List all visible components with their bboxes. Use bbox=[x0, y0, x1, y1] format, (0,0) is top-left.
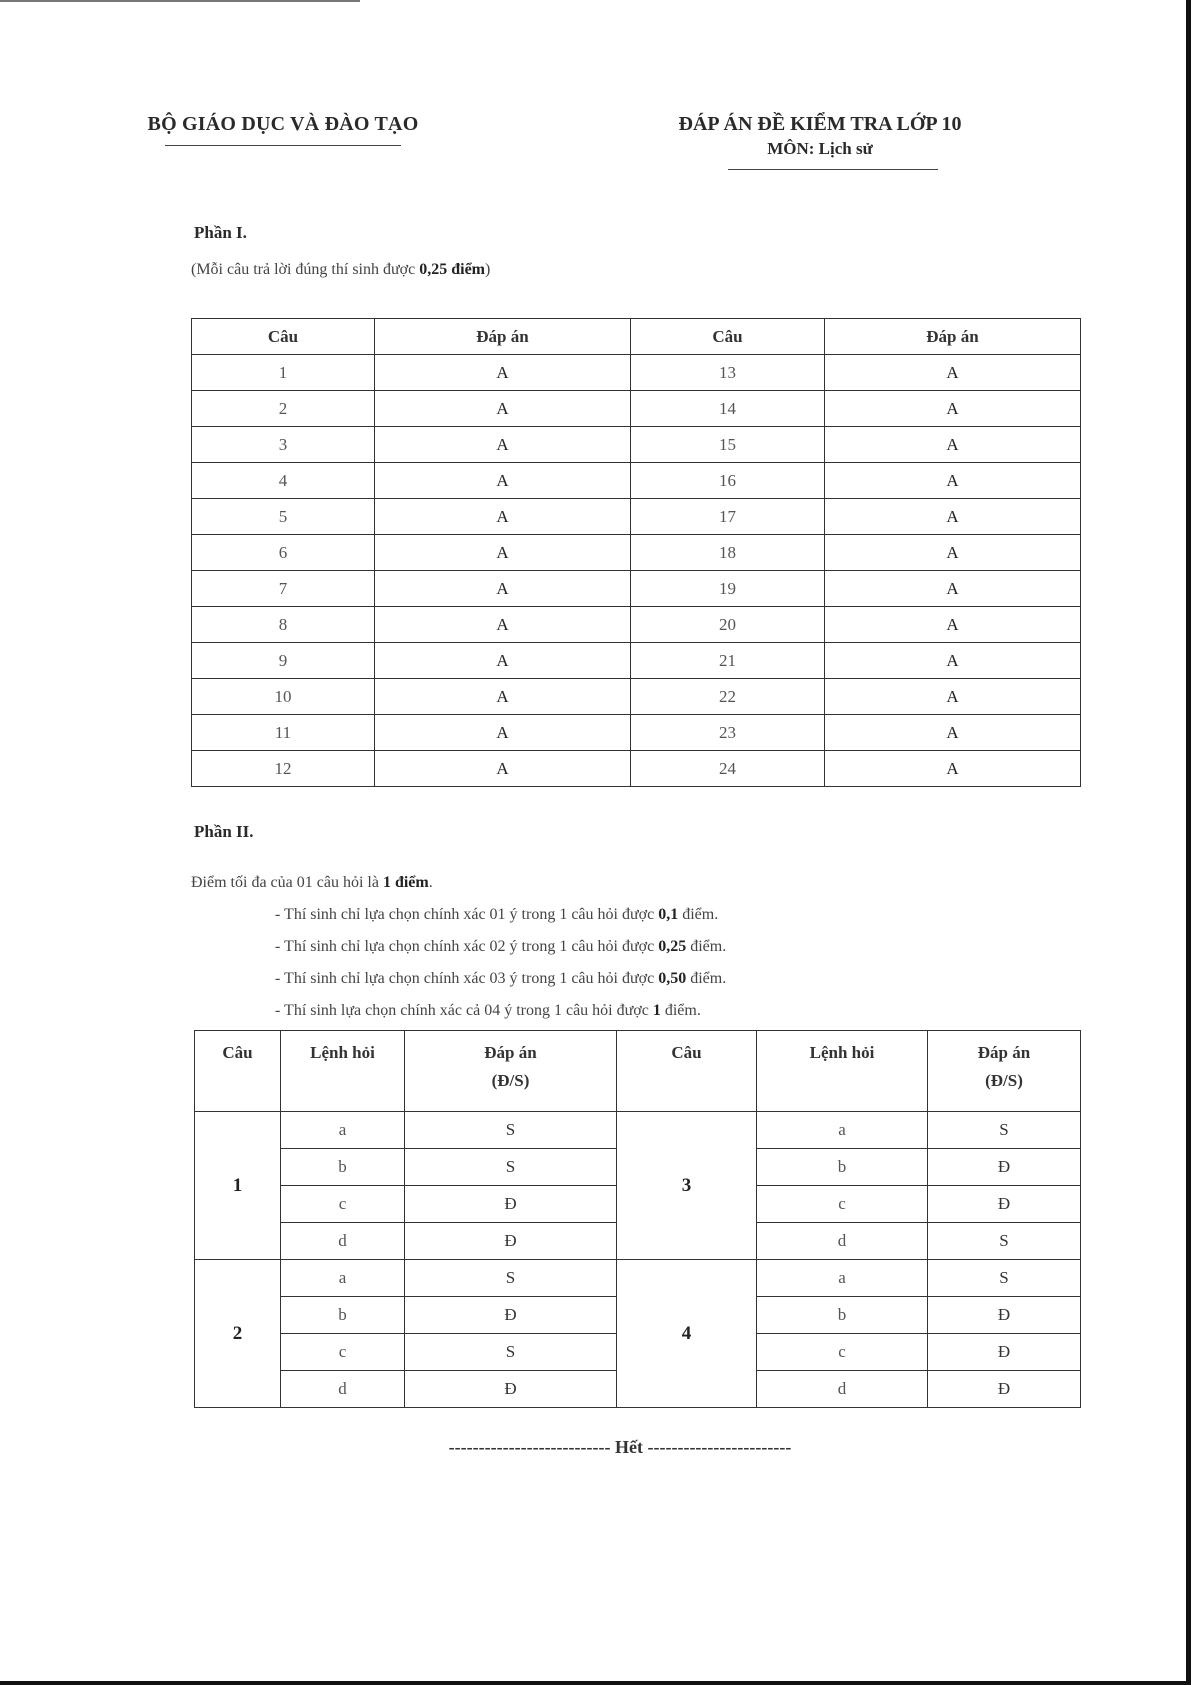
true-false-answer: Đ bbox=[928, 1186, 1081, 1223]
answer-cell: A bbox=[375, 463, 631, 499]
question-number: 4 bbox=[617, 1260, 757, 1408]
scoring-rule-unit: điểm. bbox=[678, 906, 719, 923]
statement-letter: c bbox=[757, 1186, 928, 1223]
header-cau: Câu bbox=[195, 1031, 281, 1112]
answer-cell: A bbox=[825, 391, 1081, 427]
question-number: 13 bbox=[631, 355, 825, 391]
header-dap-an: Đáp án bbox=[375, 319, 631, 355]
answer-cell: A bbox=[825, 535, 1081, 571]
question-number: 1 bbox=[192, 355, 375, 391]
table-row bbox=[192, 391, 1081, 427]
answer-cell: A bbox=[375, 535, 631, 571]
question-number: 11 bbox=[192, 715, 375, 751]
answer-cell: A bbox=[825, 715, 1081, 751]
statement-letter: c bbox=[281, 1186, 405, 1223]
question-number: 18 bbox=[631, 535, 825, 571]
subject-line: MÔN: Lịch sử bbox=[767, 139, 873, 158]
statement-letter: d bbox=[281, 1371, 405, 1408]
statement-letter: a bbox=[281, 1112, 405, 1149]
question-number: 19 bbox=[631, 571, 825, 607]
question-number: 15 bbox=[631, 427, 825, 463]
part2-title: Phần II. bbox=[194, 822, 254, 841]
scoring-rule-unit: điểm. bbox=[660, 1002, 701, 1019]
true-false-answer: S bbox=[928, 1112, 1081, 1149]
true-false-answer: Đ bbox=[928, 1297, 1081, 1334]
answer-cell: A bbox=[375, 715, 631, 751]
true-false-answer: S bbox=[405, 1112, 617, 1149]
true-false-answer: Đ bbox=[405, 1371, 617, 1408]
scoring-rule bbox=[275, 906, 718, 924]
true-false-answer: Đ bbox=[928, 1334, 1081, 1371]
question-number: 8 bbox=[192, 607, 375, 643]
header-dap-an-line2: (Đ/S) bbox=[985, 1071, 1023, 1090]
header-dap-an bbox=[405, 1031, 617, 1112]
question-number: 9 bbox=[192, 643, 375, 679]
answer-cell: A bbox=[825, 427, 1081, 463]
answer-cell: A bbox=[825, 355, 1081, 391]
answer-cell: A bbox=[375, 427, 631, 463]
scoring-rule-text: - Thí sinh chỉ lựa chọn chính xác 01 ý trong 1 câu hỏi được bbox=[275, 906, 655, 923]
scoring-rule-points: 1 bbox=[652, 1002, 661, 1019]
part1-note-suffix: ) bbox=[485, 261, 491, 278]
question-number: 21 bbox=[631, 643, 825, 679]
header-dap-an-line1: Đáp án bbox=[977, 1043, 1031, 1062]
part2-answer-table bbox=[194, 1030, 1081, 1408]
ministry-header bbox=[133, 113, 433, 146]
statement-letter: d bbox=[757, 1371, 928, 1408]
header-lenh-hoi: Lệnh hỏi bbox=[281, 1031, 405, 1112]
table-row bbox=[192, 463, 1081, 499]
answer-cell: A bbox=[375, 355, 631, 391]
table-row bbox=[192, 715, 1081, 751]
true-false-answer: S bbox=[928, 1260, 1081, 1297]
answer-cell: A bbox=[825, 463, 1081, 499]
table-row bbox=[192, 571, 1081, 607]
scoring-rule-points: 0,1 bbox=[658, 906, 679, 923]
statement-letter: a bbox=[281, 1260, 405, 1297]
answer-cell: A bbox=[375, 751, 631, 787]
question-number: 22 bbox=[631, 679, 825, 715]
question-number: 2 bbox=[192, 391, 375, 427]
answer-cell: A bbox=[375, 571, 631, 607]
true-false-answer: S bbox=[405, 1149, 617, 1186]
end-marker: --------------------------- Hết ------------------------ bbox=[448, 1437, 792, 1457]
true-false-answer: Đ bbox=[405, 1223, 617, 1260]
answer-cell: A bbox=[825, 751, 1081, 787]
answer-cell: A bbox=[825, 643, 1081, 679]
table-header-row bbox=[192, 319, 1081, 355]
question-number: 4 bbox=[192, 463, 375, 499]
table-row bbox=[192, 679, 1081, 715]
part1-note bbox=[191, 261, 490, 279]
question-number: 24 bbox=[631, 751, 825, 787]
question-number: 5 bbox=[192, 499, 375, 535]
statement-letter: d bbox=[757, 1223, 928, 1260]
answer-cell: A bbox=[375, 607, 631, 643]
true-false-answer: Đ bbox=[928, 1371, 1081, 1408]
statement-letter: c bbox=[281, 1334, 405, 1371]
part1-title: Phần I. bbox=[194, 223, 247, 242]
part2-intro bbox=[191, 874, 433, 892]
question-number: 2 bbox=[195, 1260, 281, 1408]
statement-letter: b bbox=[757, 1149, 928, 1186]
table-row bbox=[192, 607, 1081, 643]
answer-cell: A bbox=[825, 607, 1081, 643]
question-number: 23 bbox=[631, 715, 825, 751]
header-dap-an: Đáp án bbox=[825, 319, 1081, 355]
answer-cell: A bbox=[375, 499, 631, 535]
scan-edge-top bbox=[0, 0, 360, 2]
scoring-rule-text: - Thí sinh chỉ lựa chọn chính xác 03 ý trong 1 câu hỏi được bbox=[275, 970, 655, 987]
question-number: 10 bbox=[192, 679, 375, 715]
statement-letter: a bbox=[757, 1112, 928, 1149]
part2-intro-bold: 1 điểm bbox=[382, 874, 429, 891]
header-dap-an-line1: Đáp án bbox=[484, 1043, 537, 1062]
question-number: 3 bbox=[617, 1112, 757, 1260]
part1-note-prefix: (Mỗi câu trả lời đúng thí sinh được bbox=[191, 261, 416, 278]
question-number: 12 bbox=[192, 751, 375, 787]
scan-edge-right bbox=[1186, 0, 1191, 1685]
scoring-rule-unit: điểm. bbox=[686, 970, 727, 987]
scoring-rule bbox=[275, 938, 726, 956]
table-row bbox=[192, 355, 1081, 391]
question-number: 17 bbox=[631, 499, 825, 535]
statement-letter: c bbox=[757, 1334, 928, 1371]
part1-answer-table bbox=[191, 318, 1081, 787]
document-header bbox=[640, 113, 1000, 170]
header-dap-an-line2: (Đ/S) bbox=[491, 1071, 530, 1090]
subject-underline bbox=[728, 169, 938, 170]
part2-intro-prefix: Điểm tối đa của 01 câu hỏi là bbox=[191, 874, 379, 891]
true-false-answer: S bbox=[405, 1334, 617, 1371]
answer-cell: A bbox=[375, 391, 631, 427]
scoring-rule bbox=[275, 970, 726, 988]
answer-cell: A bbox=[375, 643, 631, 679]
table-row bbox=[192, 427, 1081, 463]
statement-letter: d bbox=[281, 1223, 405, 1260]
scoring-rule-unit: điểm. bbox=[686, 938, 727, 955]
answer-cell: A bbox=[825, 499, 1081, 535]
table-row bbox=[192, 751, 1081, 787]
document-title: ĐÁP ÁN ĐỀ KIỂM TRA LỚP 10 bbox=[678, 113, 962, 135]
statement-letter: b bbox=[757, 1297, 928, 1334]
answer-cell: A bbox=[825, 679, 1081, 715]
scoring-rule-text: - Thí sinh chỉ lựa chọn chính xác 02 ý trong 1 câu hỏi được bbox=[275, 938, 655, 955]
header-cau: Câu bbox=[631, 319, 825, 355]
scan-edge-bottom bbox=[0, 1681, 1191, 1685]
header-cau: Câu bbox=[192, 319, 375, 355]
header-cau: Câu bbox=[617, 1031, 757, 1112]
question-number: 16 bbox=[631, 463, 825, 499]
statement-letter: b bbox=[281, 1297, 405, 1334]
table-header-row bbox=[195, 1031, 1081, 1112]
table-row bbox=[195, 1260, 1081, 1297]
answer-cell: A bbox=[825, 571, 1081, 607]
statement-letter: b bbox=[281, 1149, 405, 1186]
statement-letter: a bbox=[757, 1260, 928, 1297]
question-number: 7 bbox=[192, 571, 375, 607]
answer-cell: A bbox=[375, 679, 631, 715]
true-false-answer: Đ bbox=[405, 1297, 617, 1334]
scoring-rule bbox=[275, 1002, 701, 1020]
scoring-rule-points: 0,25 bbox=[658, 938, 687, 955]
table-row bbox=[192, 535, 1081, 571]
true-false-answer: Đ bbox=[405, 1186, 617, 1223]
ministry-name: BỘ GIÁO DỤC VÀ ĐÀO TẠO bbox=[147, 113, 419, 135]
scoring-rule-text: - Thí sinh lựa chọn chính xác cả 04 ý trong 1 câu hỏi được bbox=[275, 1002, 649, 1019]
header-lenh-hoi: Lệnh hỏi bbox=[757, 1031, 928, 1112]
question-number: 20 bbox=[631, 607, 825, 643]
true-false-answer: S bbox=[928, 1223, 1081, 1260]
part2-intro-suffix: . bbox=[428, 874, 433, 891]
true-false-answer: S bbox=[405, 1260, 617, 1297]
table-row bbox=[192, 499, 1081, 535]
question-number: 14 bbox=[631, 391, 825, 427]
ministry-underline bbox=[165, 145, 401, 146]
table-row bbox=[192, 643, 1081, 679]
table-row bbox=[195, 1112, 1081, 1149]
header-dap-an bbox=[928, 1031, 1081, 1112]
part1-note-bold: 0,25 điểm bbox=[419, 261, 486, 278]
question-number: 3 bbox=[192, 427, 375, 463]
question-number: 6 bbox=[192, 535, 375, 571]
question-number: 1 bbox=[195, 1112, 281, 1260]
true-false-answer: Đ bbox=[928, 1149, 1081, 1186]
scoring-rule-points: 0,50 bbox=[658, 970, 687, 987]
